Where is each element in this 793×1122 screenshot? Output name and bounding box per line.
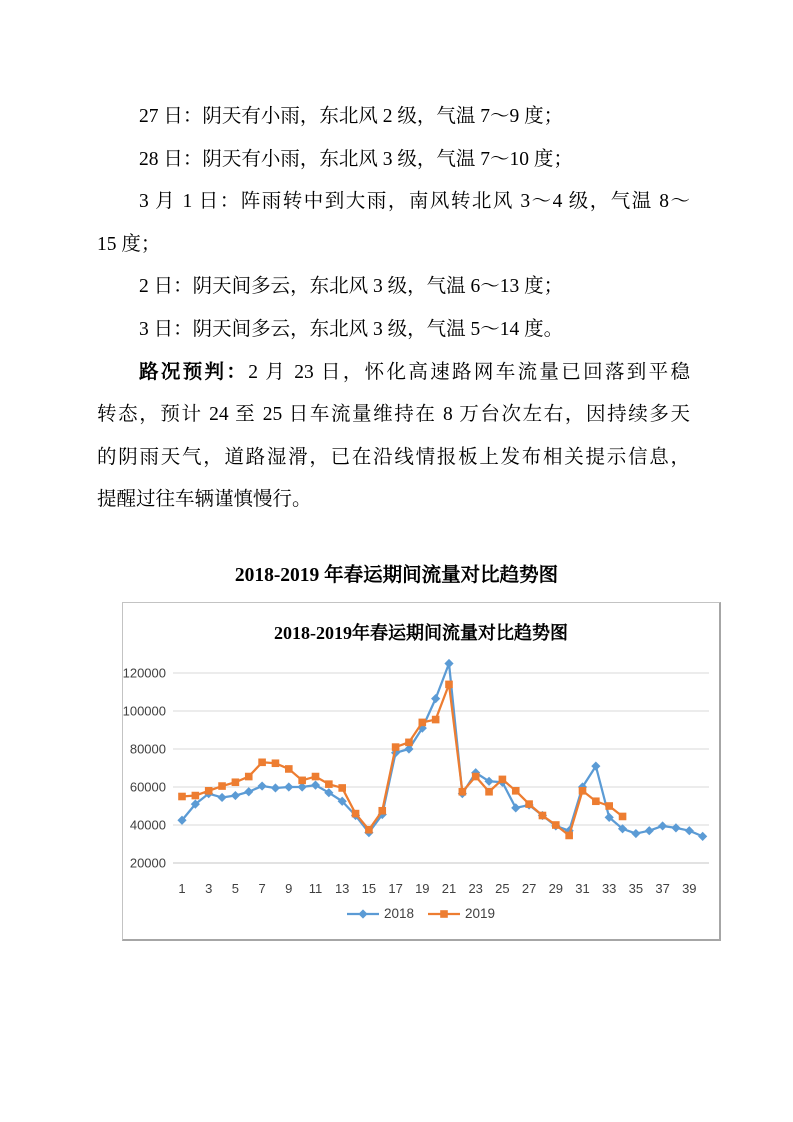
data-point-2019 <box>579 787 587 795</box>
text-line-body: 3 日：阴天间多云，东北风 3 级，气温 5～14 度。 <box>139 318 564 340</box>
text-line <box>97 224 690 267</box>
data-point-2019 <box>459 788 467 796</box>
data-point-2019 <box>619 813 627 821</box>
data-point-2019 <box>312 773 320 781</box>
data-point-2019 <box>472 773 480 781</box>
text-line <box>97 437 690 480</box>
data-point-2019 <box>565 832 573 840</box>
y-axis-tick-label: 40000 <box>129 817 166 833</box>
data-point-2019 <box>592 797 600 805</box>
text-line <box>97 139 690 182</box>
x-axis-tick-label: 3 <box>205 881 213 896</box>
y-axis-tick-label: 100000 <box>123 703 166 719</box>
data-point-2018 <box>311 781 320 790</box>
x-axis-tick-label: 1 <box>178 881 186 896</box>
traffic-trend-chart <box>122 602 721 941</box>
data-point-2019 <box>539 812 547 820</box>
data-point-2019 <box>218 782 226 790</box>
y-axis-tick-label: 80000 <box>129 741 166 757</box>
chart-caption: 2018-2019 年春运期间流量对比趋势图 <box>234 565 559 586</box>
legend-label: 2018 <box>383 906 414 921</box>
text-line <box>97 96 690 139</box>
series-line-2019 <box>182 684 623 835</box>
chart-plot-area <box>123 603 719 939</box>
data-point-2019 <box>272 759 280 767</box>
x-axis-tick-label: 7 <box>258 881 266 896</box>
data-point-2018 <box>258 781 267 790</box>
x-axis-tick-label: 25 <box>495 881 510 896</box>
text-line <box>97 352 690 395</box>
x-axis-tick-label: 5 <box>231 881 240 896</box>
data-point-2019 <box>405 739 413 747</box>
data-point-2019 <box>365 826 373 834</box>
data-point-2018 <box>284 782 293 791</box>
y-axis-tick-label: 20000 <box>129 855 166 871</box>
data-point-2019 <box>512 787 520 795</box>
data-point-2019 <box>552 821 560 829</box>
data-point-2019 <box>499 776 507 784</box>
data-point-2019 <box>525 800 533 808</box>
data-point-2019 <box>392 743 400 751</box>
legend-item-2019 <box>428 906 495 921</box>
x-axis-tick-label: 23 <box>468 881 483 896</box>
text-line-body: 2 日：阴天间多云，东北风 3 级，气温 6～13 度； <box>139 276 564 298</box>
text-line-body: 3 月 1 日：阵雨转中到大雨，南风转北风 3～4 级，气温 8～ <box>139 191 690 213</box>
text-line <box>97 309 690 352</box>
text-line-body: 27 日：阴天有小雨，东北风 2 级，气温 7～9 度； <box>139 106 564 127</box>
x-axis-tick-label: 11 <box>308 881 323 896</box>
x-axis-tick-label: 35 <box>628 881 644 896</box>
data-point-2019 <box>232 778 240 786</box>
data-point-2018 <box>511 803 520 812</box>
data-point-2018 <box>244 787 253 796</box>
data-point-2019 <box>432 716 440 724</box>
text-line-body: 的阴雨天气，道路湿滑，已在沿线情报板上发布相关提示信息， <box>97 446 690 468</box>
x-axis-tick-label: 37 <box>655 881 670 896</box>
data-point-2019 <box>445 681 453 689</box>
x-axis-tick-label: 39 <box>682 881 697 896</box>
data-point-2019 <box>192 792 200 800</box>
x-axis-tick-label: 19 <box>415 881 430 896</box>
x-axis-tick-label: 15 <box>361 881 377 896</box>
data-point-2019 <box>178 793 186 801</box>
y-axis-tick-label: 120000 <box>123 665 166 681</box>
data-point-2019 <box>338 784 346 792</box>
legend-label: 2019 <box>465 906 496 921</box>
data-point-2019 <box>605 802 613 810</box>
data-point-2019 <box>325 780 333 788</box>
chart-legend <box>123 906 719 921</box>
chart-title: 2018-2019年春运期间流量对比趋势图 <box>274 623 568 643</box>
text-line <box>97 394 690 437</box>
text-line-body: 转态，预计 24 至 25 日车流量维持在 8 万台次左右，因持续多天 <box>97 404 690 426</box>
weather-text-block <box>97 96 690 522</box>
x-axis-tick-label: 31 <box>575 881 590 896</box>
data-point-2019 <box>298 777 306 785</box>
x-axis-tick-label: 9 <box>285 881 293 896</box>
data-point-2018 <box>631 829 640 838</box>
data-point-2019 <box>419 719 427 727</box>
text-line-body: 2 月 23 日，怀化高速路网车流量已回落到平稳 <box>248 361 690 383</box>
data-point-2019 <box>258 759 266 767</box>
text-line <box>97 181 690 224</box>
series-line-2018 <box>182 664 703 837</box>
data-point-2019 <box>285 765 293 773</box>
x-axis-tick-label: 29 <box>548 881 564 896</box>
legend-marker-square-icon <box>428 908 460 920</box>
x-axis-tick-label: 21 <box>441 881 457 896</box>
data-point-2018 <box>217 793 226 802</box>
data-point-2018 <box>431 694 440 703</box>
x-axis-tick-label: 33 <box>601 881 617 896</box>
text-line-bold: 路况预判： <box>139 361 249 383</box>
text-line-body: 15 度； <box>97 233 161 255</box>
text-line <box>97 266 690 309</box>
x-axis-tick-label: 13 <box>334 881 350 896</box>
data-point-2018 <box>271 783 280 792</box>
data-point-2019 <box>485 788 493 796</box>
data-point-2018 <box>231 791 240 800</box>
data-point-2018 <box>658 821 667 830</box>
y-axis-tick-label: 60000 <box>129 779 166 795</box>
legend-marker-diamond-icon <box>347 908 379 920</box>
data-point-2018 <box>685 826 694 835</box>
text-line <box>97 479 690 522</box>
text-line-body: 28 日：阴天有小雨，东北风 3 级，气温 7～10 度； <box>139 148 573 170</box>
data-point-2018 <box>698 832 707 841</box>
data-point-2018 <box>645 826 654 835</box>
data-point-2019 <box>245 773 253 781</box>
x-axis-tick-label: 27 <box>521 881 537 896</box>
data-point-2019 <box>352 810 360 818</box>
text-line-body: 提醒过往车辆谨慎慢行。 <box>97 489 312 511</box>
data-point-2019 <box>378 807 386 815</box>
data-point-2018 <box>444 659 453 668</box>
data-point-2019 <box>205 787 213 795</box>
legend-item-2018 <box>347 906 414 921</box>
x-axis-tick-label: 17 <box>388 881 403 896</box>
